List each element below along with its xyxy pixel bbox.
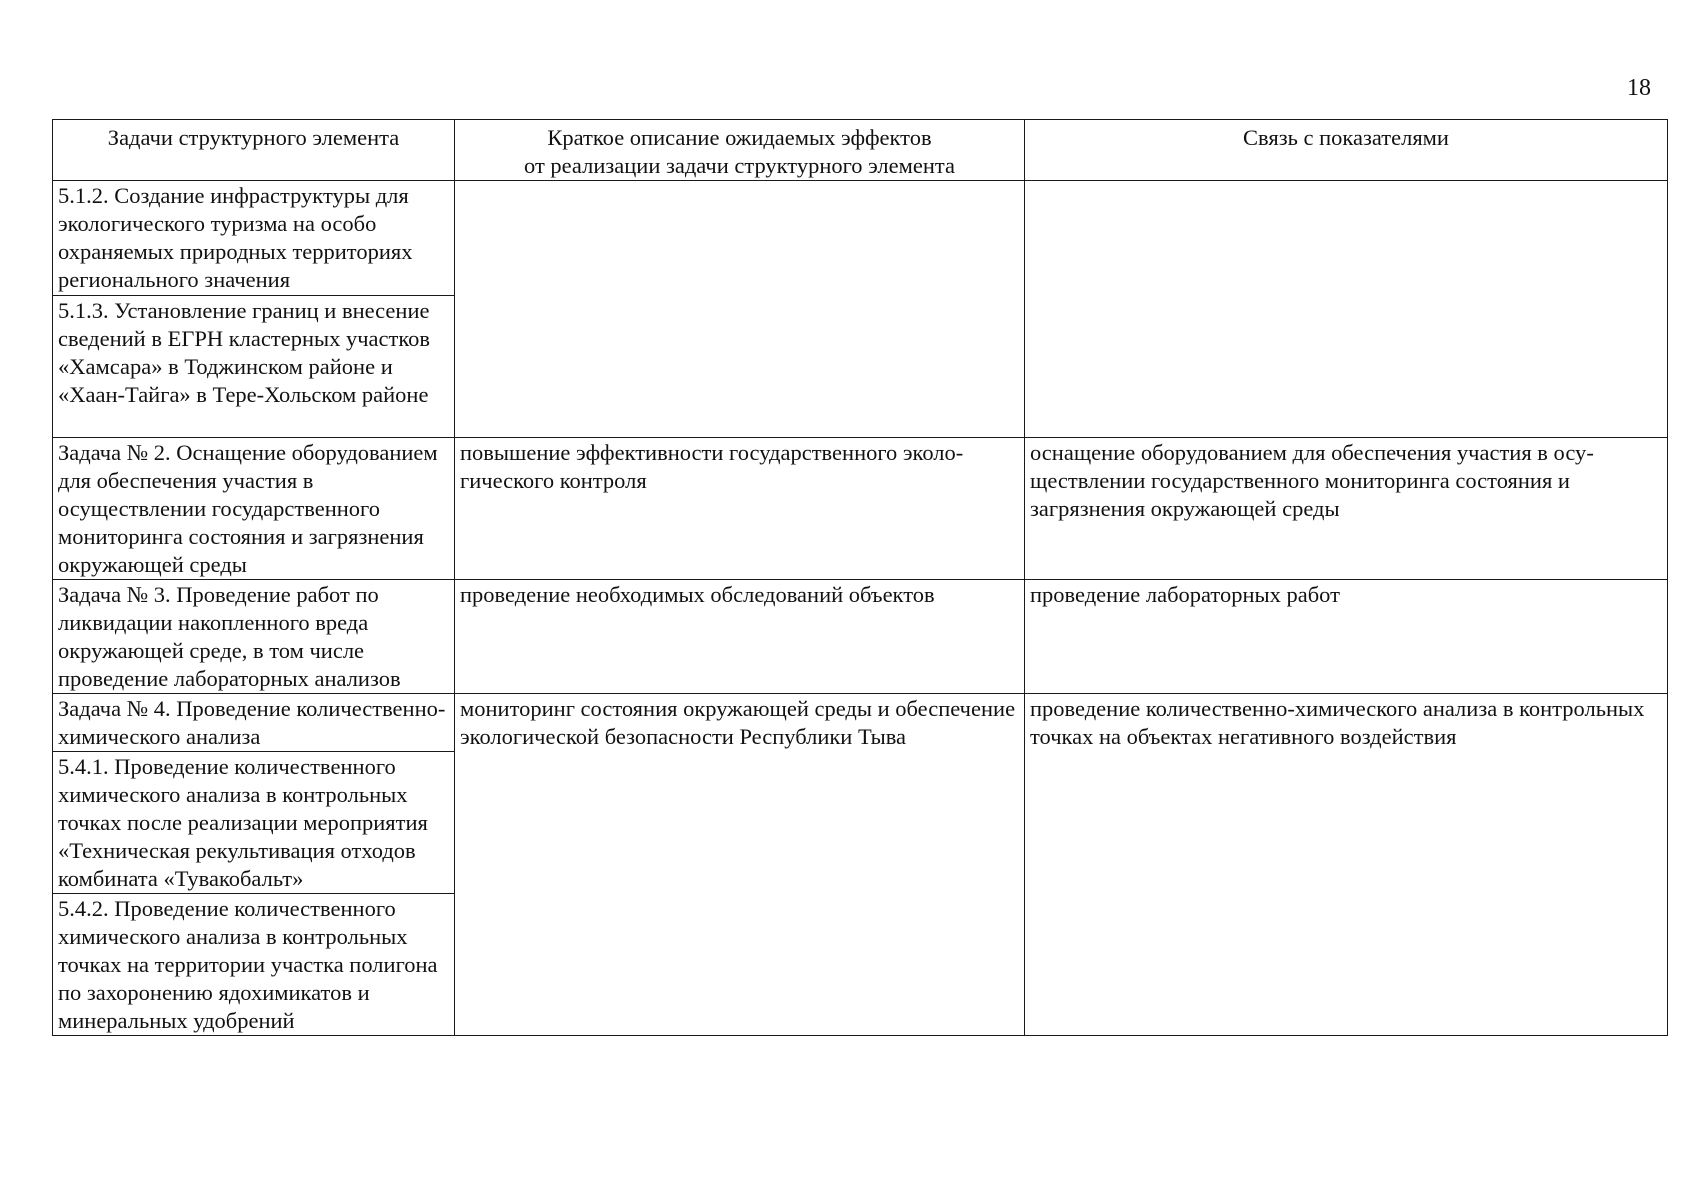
header-indicators — [1025, 120, 1668, 181]
indicator-task-4: проведение количественно-химического анализа в контрольных точках на объектах негативного воздействия — [1025, 694, 1668, 1036]
table-header-row — [53, 120, 1668, 181]
header-description — [455, 120, 1025, 181]
table-row — [53, 580, 1668, 694]
header-description-line2: от реализации задачи структурного элемента — [523, 153, 955, 178]
header-tasks-text: Задачи структурного элемента — [107, 125, 400, 150]
task-5-4-1: 5.4.1. Проведение количественного химического анализа в контрольных точках после реализации мероприятия «Техническая рекультивация отходов комбината «Тувакобальт» — [53, 752, 455, 894]
page-number: 18 — [1627, 75, 1651, 101]
indicator-empty — [1025, 181, 1668, 438]
task-5-4-2: 5.4.2. Проведение количественного химического анализа в контрольных точках на территории участка полигона по захоронению ядохимикатов и минеральных удобрений — [53, 894, 455, 1036]
table-row — [53, 181, 1668, 296]
table-row — [53, 694, 1668, 752]
description-empty — [455, 181, 1025, 438]
header-tasks — [53, 120, 455, 181]
header-description-line1: Краткое описание ожидаемых эффектов — [547, 125, 932, 150]
task-4: Задача № 4. Проведение количественно-химического анализа — [53, 694, 455, 752]
task-2: Задача № 2. Оснащение оборудованием для обеспечения участия в осуществлении государственного мониторинга состояния и загрязнения окружающей среды — [53, 438, 455, 580]
task-5-1-2: 5.1.2. Создание инфраструктуры для экологического туризма на особо охраняемых природных территориях регионального значения — [53, 181, 455, 296]
description-task-3: проведение необходимых обследований объектов — [455, 580, 1025, 694]
description-task-4: мониторинг состояния окружающей среды и обеспечение экологической безопасности Республики Тыва — [455, 694, 1025, 1036]
indicator-task-2: оснащение оборудованием для обеспечения участия в осуществлении государственного мониторинга состояния и загрязнения окружающей среды — [1025, 438, 1668, 580]
indicator-task-3: проведение лабораторных работ — [1025, 580, 1668, 694]
tasks-table — [52, 119, 1668, 1036]
task-5-1-3: 5.1.3. Установление границ и внесение сведений в ЕГРН кластерных участков «Хамсара» в Тоджинском районе и «Хаан-Тайга» в Тере-Хольском районе — [53, 296, 455, 438]
table-row — [53, 438, 1668, 580]
header-indicators-text: Связь с показателями — [1243, 125, 1449, 150]
description-task-2: повышение эффективности государственного экологического контроля — [455, 438, 1025, 580]
task-3: Задача № 3. Проведение работ по ликвидации накопленного вреда окружающей среде, в том числе проведение лабораторных анализов — [53, 580, 455, 694]
